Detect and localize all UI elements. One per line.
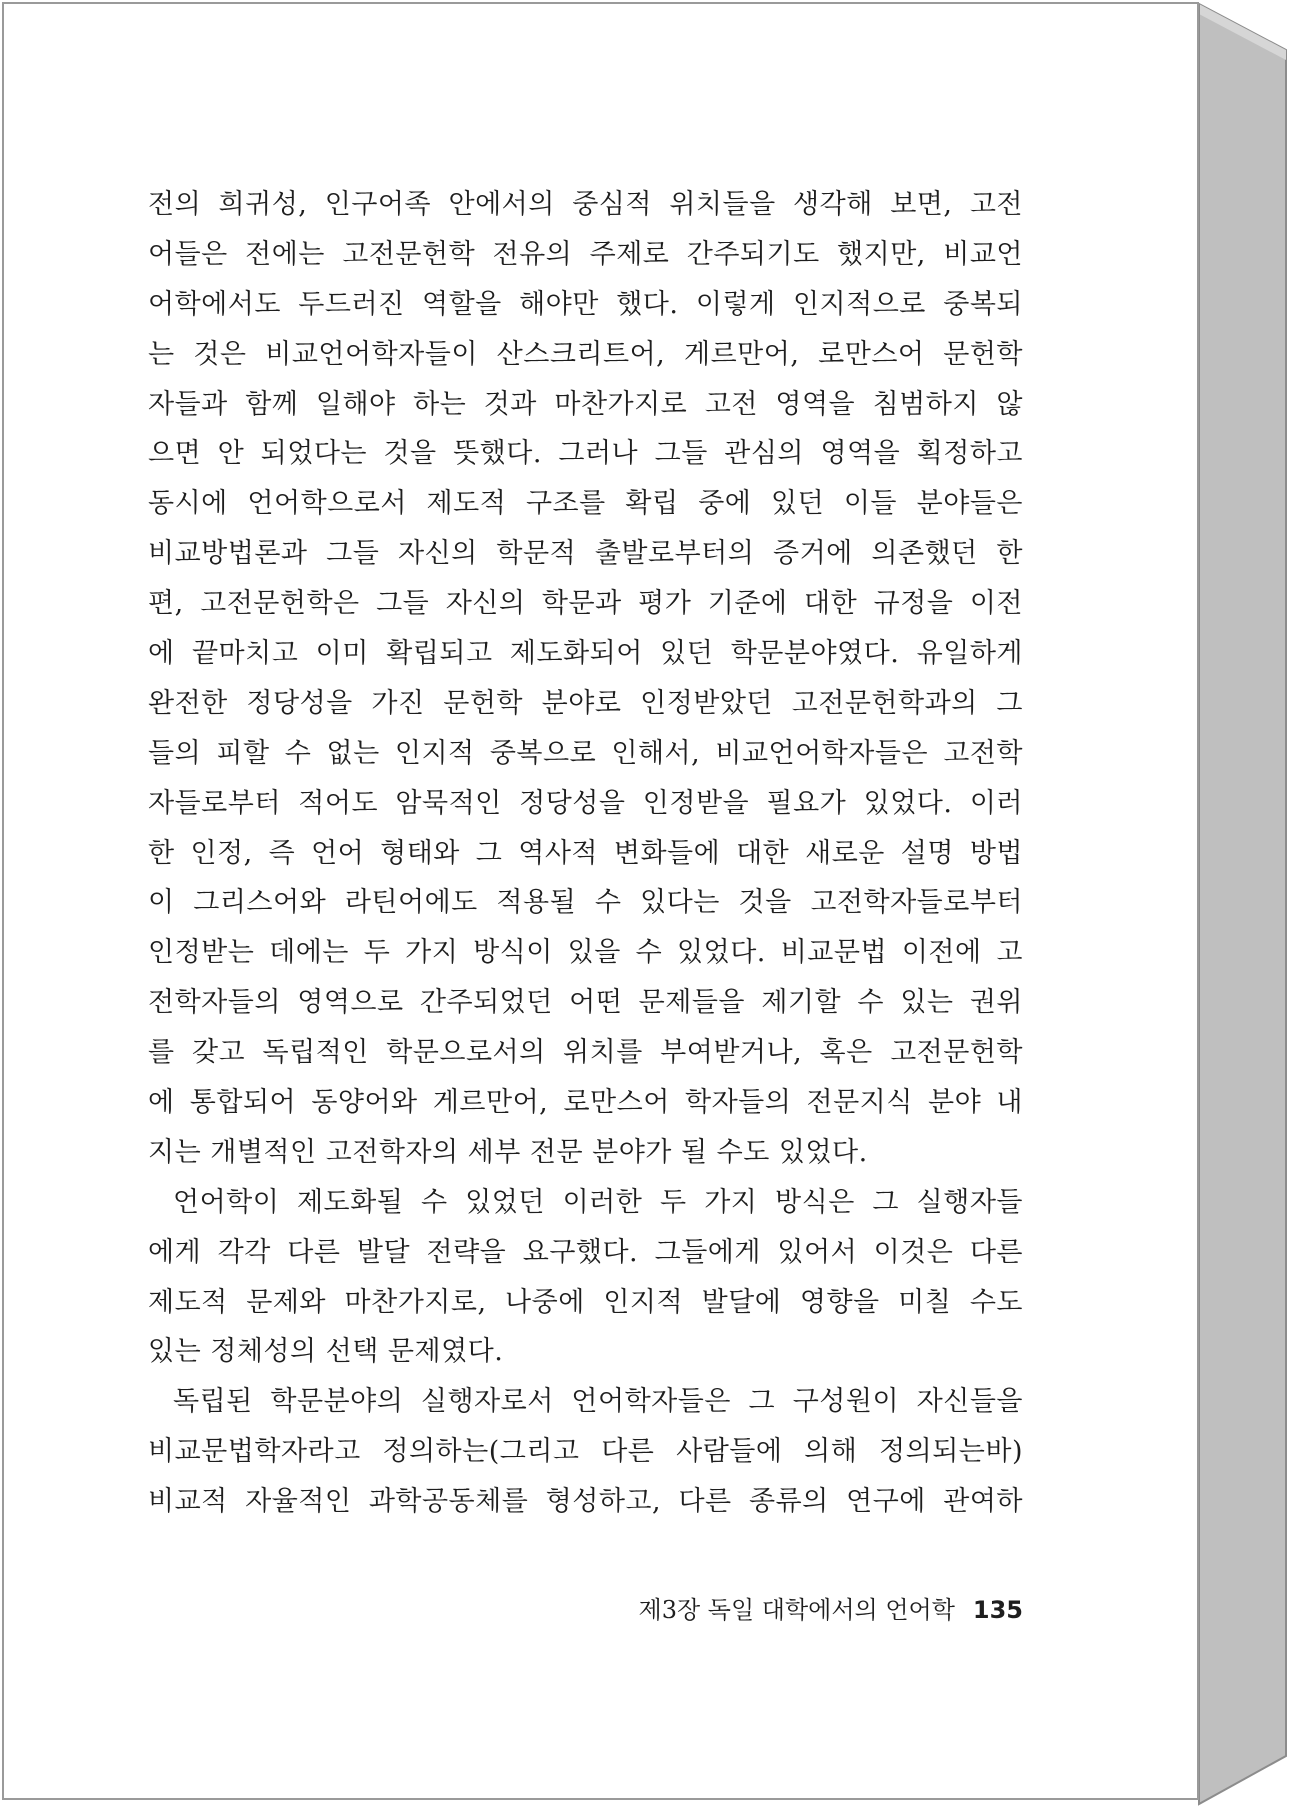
text-line: 에게 각각 다른 발달 전략을 요구했다. 그들에게 있어서 이것은 다른 [148,1236,1023,1268]
text-line: 비교문법학자라고 정의하는(그리고 다른 사람들에 의해 정의되는바) [148,1436,1023,1468]
text-line: 자들과 함께 일해야 하는 것과 마찬가지로 고전 영역을 침범하지 않 [148,388,1023,420]
text-line: 인정받는 데에는 두 가지 방식이 있을 수 있었다. 비교문법 이전에 고 [148,937,1023,969]
paragraph-2 [148,1178,1023,1378]
body-text [148,180,1023,1527]
text-line: 비교방법론과 그들 자신의 학문적 출발로부터의 증거에 의존했던 한 [148,538,1023,570]
text-line: 언어학이 제도화될 수 있었던 이러한 두 가지 방식은 그 실행자들 [173,1186,1023,1218]
text-line: 들의 피할 수 없는 인지적 중복으로 인해서, 비교언어학자들은 고전학 [148,737,1023,769]
running-footer [638,1590,1023,1630]
text-line: 지는 개별적인 고전학자의 세부 전문 분야가 될 수도 있었다. [148,1136,868,1168]
text-line: 동시에 언어학으로서 제도적 구조를 확립 중에 있던 이들 분야들은 [148,488,1023,520]
paragraph-1 [148,180,1023,1178]
text-line: 으면 안 되었다는 것을 뜻했다. 그러나 그들 관심의 영역을 획정하고 [148,438,1023,470]
text-line: 한 인정, 즉 언어 형태와 그 역사적 변화들에 대한 새로운 설명 방법 [148,837,1023,869]
text-line: 전의 희귀성, 인구어족 안에서의 중심적 위치들을 생각해 보면, 고전 [148,189,1023,220]
chapter-title: 제3장 독일 대학에서의 언어학 [638,1596,955,1624]
text-line: 자들로부터 적어도 암묵적인 정당성을 인정받을 필요가 있었다. 이러 [148,787,1023,819]
text-line: 있는 정체성의 선택 문제였다. [148,1336,504,1368]
text-line: 독립된 학문분야의 실행자로서 언어학자들은 그 구성원이 자신들을 [173,1386,1023,1418]
text-line: 편, 고전문헌학은 그들 자신의 학문과 평가 기준에 대한 규정을 이전 [148,588,1023,620]
text-line: 비교적 자율적인 과학공동체를 형성하고, 다른 종류의 연구에 관여하 [148,1486,1023,1518]
text-line: 완전한 정당성을 가진 문헌학 분야로 인정받았던 고전문헌학과의 그 [148,687,1023,719]
text-line: 는 것은 비교언어학자들이 산스크리트어, 게르만어, 로만스어 문헌학 [148,338,1023,370]
page-number: 135 [972,1596,1023,1624]
paragraph-3 [148,1377,1023,1527]
text-line: 어학에서도 두드러진 역할을 해야만 했다. 이렇게 인지적으로 중복되 [148,288,1023,320]
text-line: 전학자들의 영역으로 간주되었던 어떤 문제들을 제기할 수 있는 권위 [148,987,1023,1019]
text-line: 제도적 문제와 마찬가지로, 나중에 인지적 발달에 영향을 미칠 수도 [148,1286,1023,1318]
text-line: 에 통합되어 동양어와 게르만어, 로만스어 학자들의 전문지식 분야 내 [148,1087,1023,1119]
text-line: 어들은 전에는 고전문헌학 전유의 주제로 간주되기도 했지만, 비교언 [148,238,1023,270]
text-line: 이 그리스어와 라틴어에도 적용될 수 있다는 것을 고전학자들로부터 [148,887,1023,919]
text-line: 에 끝마치고 이미 확립되고 제도화되어 있던 학문분야였다. 유일하게 [148,638,1023,670]
text-line: 를 갖고 독립적인 학문으로서의 위치를 부여받거나, 혹은 고전문헌학 [148,1037,1023,1069]
